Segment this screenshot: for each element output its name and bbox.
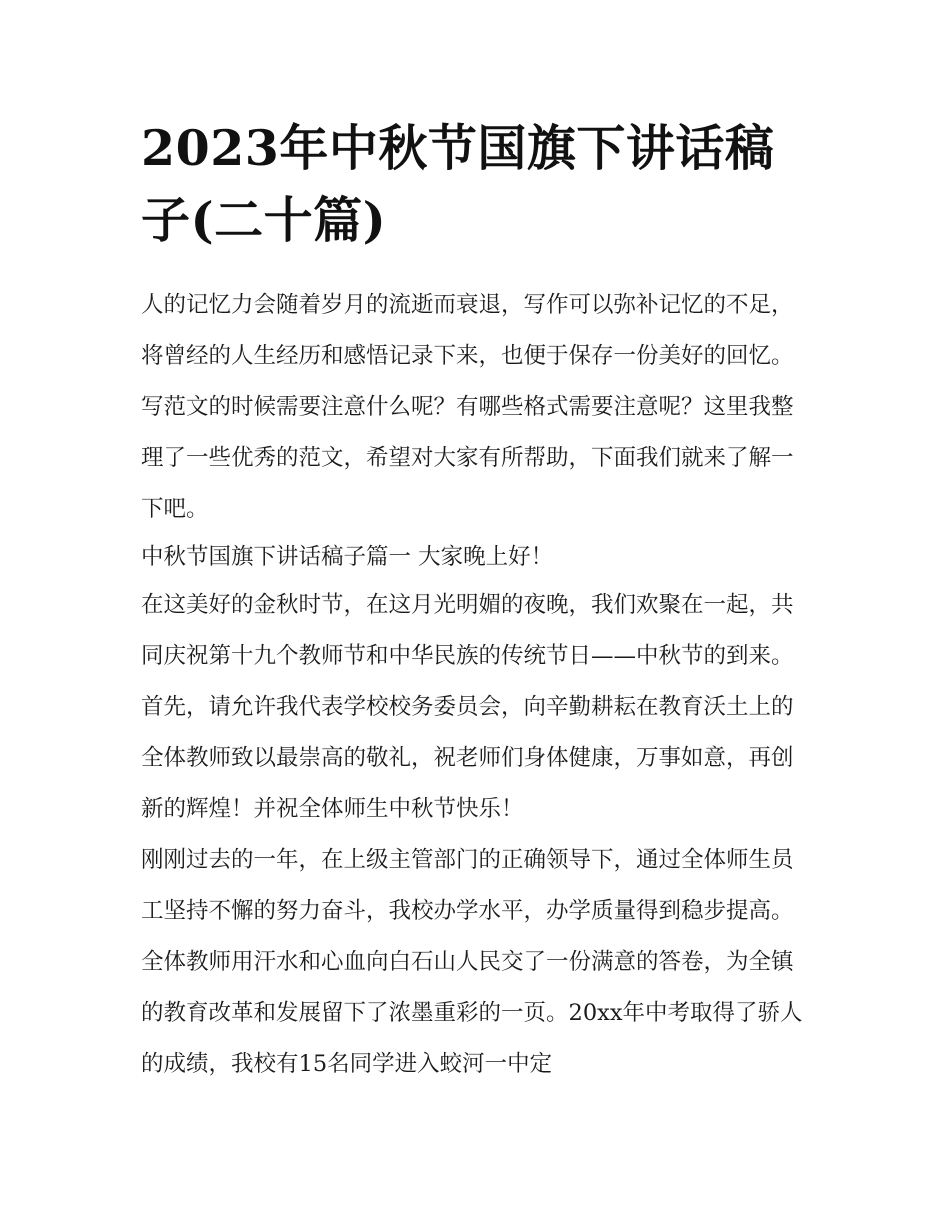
- review-paragraph: 刚刚过去的一年，在上级主管部门的正确领导下，通过全体师生员工坚持不懈的努力奋斗，我校办学水平，办学质量得到稳步提高。全体教师用汗水和心血向白石山人民交了一份满意的答卷，为全镇的教育改革和发展留下了浓墨重彩的一页。20xx年中考取得了骄人的成绩，我校有15名同学进入蛟河一中定: [141, 847, 803, 1077]
- intro-paragraph: 人的记忆力会随着岁月的流逝而衰退，写作可以弥补记忆的不足，将曾经的人生经历和感悟记录下来，也便于保存一份美好的回忆。写范文的时候需要注意什么呢？有哪些格式需要注意呢？这里我整理了一些优秀的范文，希望对大家有所帮助，下面我们就来了解一下吧。: [141, 292, 794, 522]
- document-body: [141, 280, 813, 1090]
- document-title: 2023年中秋节国旗下讲话稿子(二十篇): [141, 119, 775, 249]
- greeting-paragraph: 在这美好的金秋时节，在这月光明媚的夜晚，我们欢聚在一起，共同庆祝第十九个教师节和中华民族的传统节日——中秋节的到来。首先，请允许我代表学校校务委员会，向辛勤耕耘在教育沃土上的全体教师致以最崇高的敬礼，祝老师们身体健康，万事如意，再创新的辉煌！并祝全体师生中秋节快乐！: [141, 592, 794, 822]
- section-heading-paragraph: 中秋节国旗下讲话稿子篇一 大家晚上好！: [141, 544, 554, 570]
